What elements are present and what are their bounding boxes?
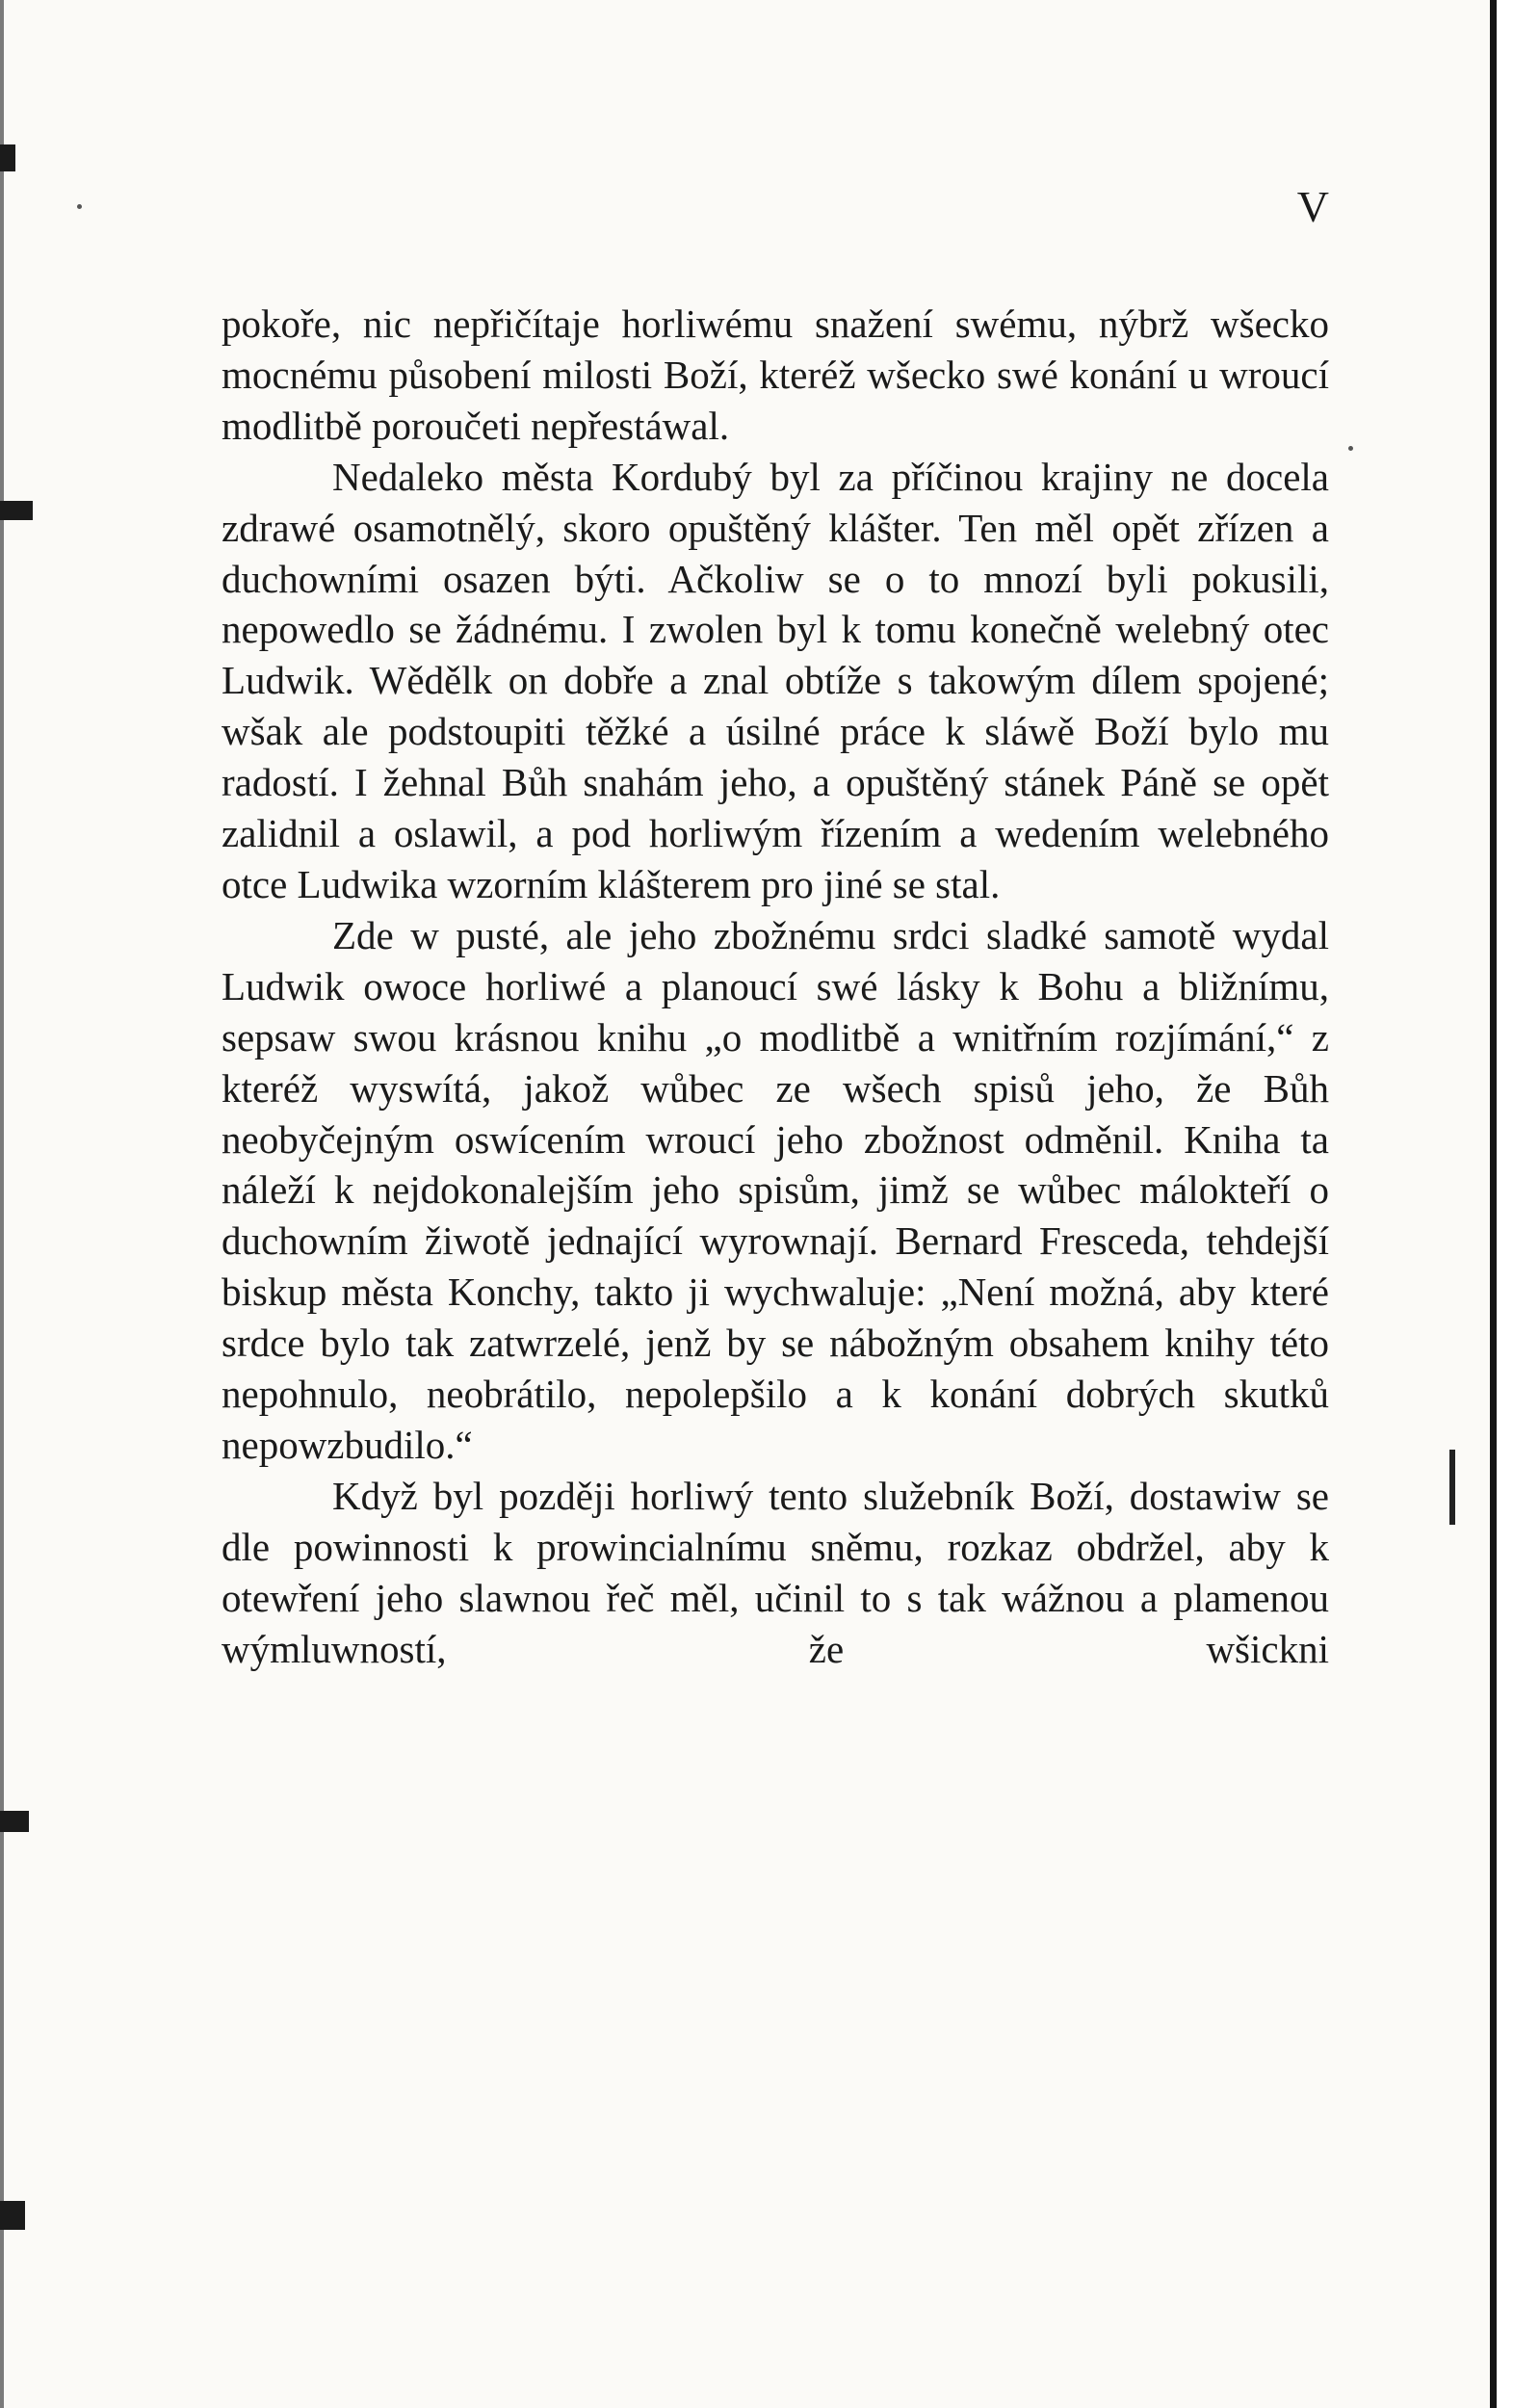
scan-dust-dot bbox=[1348, 446, 1353, 451]
page-left-edge bbox=[0, 0, 4, 2408]
paragraph: Zde w pusté, ale jeho zbožnému srdci sladké samotě wydal Ludwik owoce horliwé a planoucí swé lásky k Bohu a bližnímu, sepsaw swou krásnou knihu „o modlitbě a wnitřním rozjímání,“ z kteréž wyswítá, jakož wůbec ze wšech spisů jeho, že Bůh neobyčejným oswícením wroucí jeho zbožnost odměnil. Kniha ta náleží k nejdokonalejším jeho spisům, jimž se wůbec málokteří o duchowním žiwotě jednající wyrownají. Bernard Fresceda, tehdejší biskup města Konchy, takto ji wychwaluje: „Není možná, aby které srdce bylo tak zatwrzelé, jenž by se nábožným obsahem knihy této nepohnulo, neobrátilo, nepolepšilo a k konání dobrých skutků nepowzbudilo.“ bbox=[222, 912, 1329, 1467]
scan-dust-dot bbox=[77, 204, 82, 209]
scan-artifact-mark bbox=[0, 1811, 29, 1832]
body-text bbox=[222, 299, 1329, 1674]
paragraph: pokoře, nic nepřičítaje horliwému snažení swému, nýbrž wšecko mocnému působení milosti Boží, kteréž wšecko swé konání u wroucí modlitbě poroučeti nepřestáwal. bbox=[222, 301, 1329, 448]
page-margin-strip bbox=[1497, 0, 1513, 2408]
scan-artifact-line bbox=[1449, 1450, 1455, 1525]
scan-artifact-mark bbox=[0, 501, 33, 520]
paragraph: Nedaleko města Kordubý byl za příčinou krajiny ne docela zdrawé osamotnělý, skoro opuštěný klášter. Ten měl opět zřízen a duchowními osazen býti. Ačkoliw se o to mnozí byli pokusili, nepowedlo se žádnému. I zwolen byl k tomu konečně welebný otec Ludwik. Wědělk on dobře a znal obtíže s takowým dílem spojené; wšak ale podstoupiti těžké a úsilné práce k sláwě Boží bylo mu radostí. I žehnal Bůh snahám jeho, a opuštěný stánek Páně se opět zalidnil a oslawil, a pod horliwým řízením a wedením welebného otce Ludwika wzorním klášterem pro jiné se stal. bbox=[222, 454, 1329, 906]
page-number: V bbox=[1296, 182, 1329, 231]
scan-artifact-mark bbox=[0, 2201, 25, 2230]
paragraph: Když byl později horliwý tento služebník Boží, dostawiw se dle powinnosti k prowincialnímu sněmu, rozkaz obdržel, aby k otewření jeho slawnou řeč měl, učinil to s tak wážnou a plamenou wýmluwností, že wšickni bbox=[222, 1473, 1329, 1671]
scan-artifact-mark bbox=[0, 144, 15, 171]
page-right-edge bbox=[1490, 0, 1497, 2408]
